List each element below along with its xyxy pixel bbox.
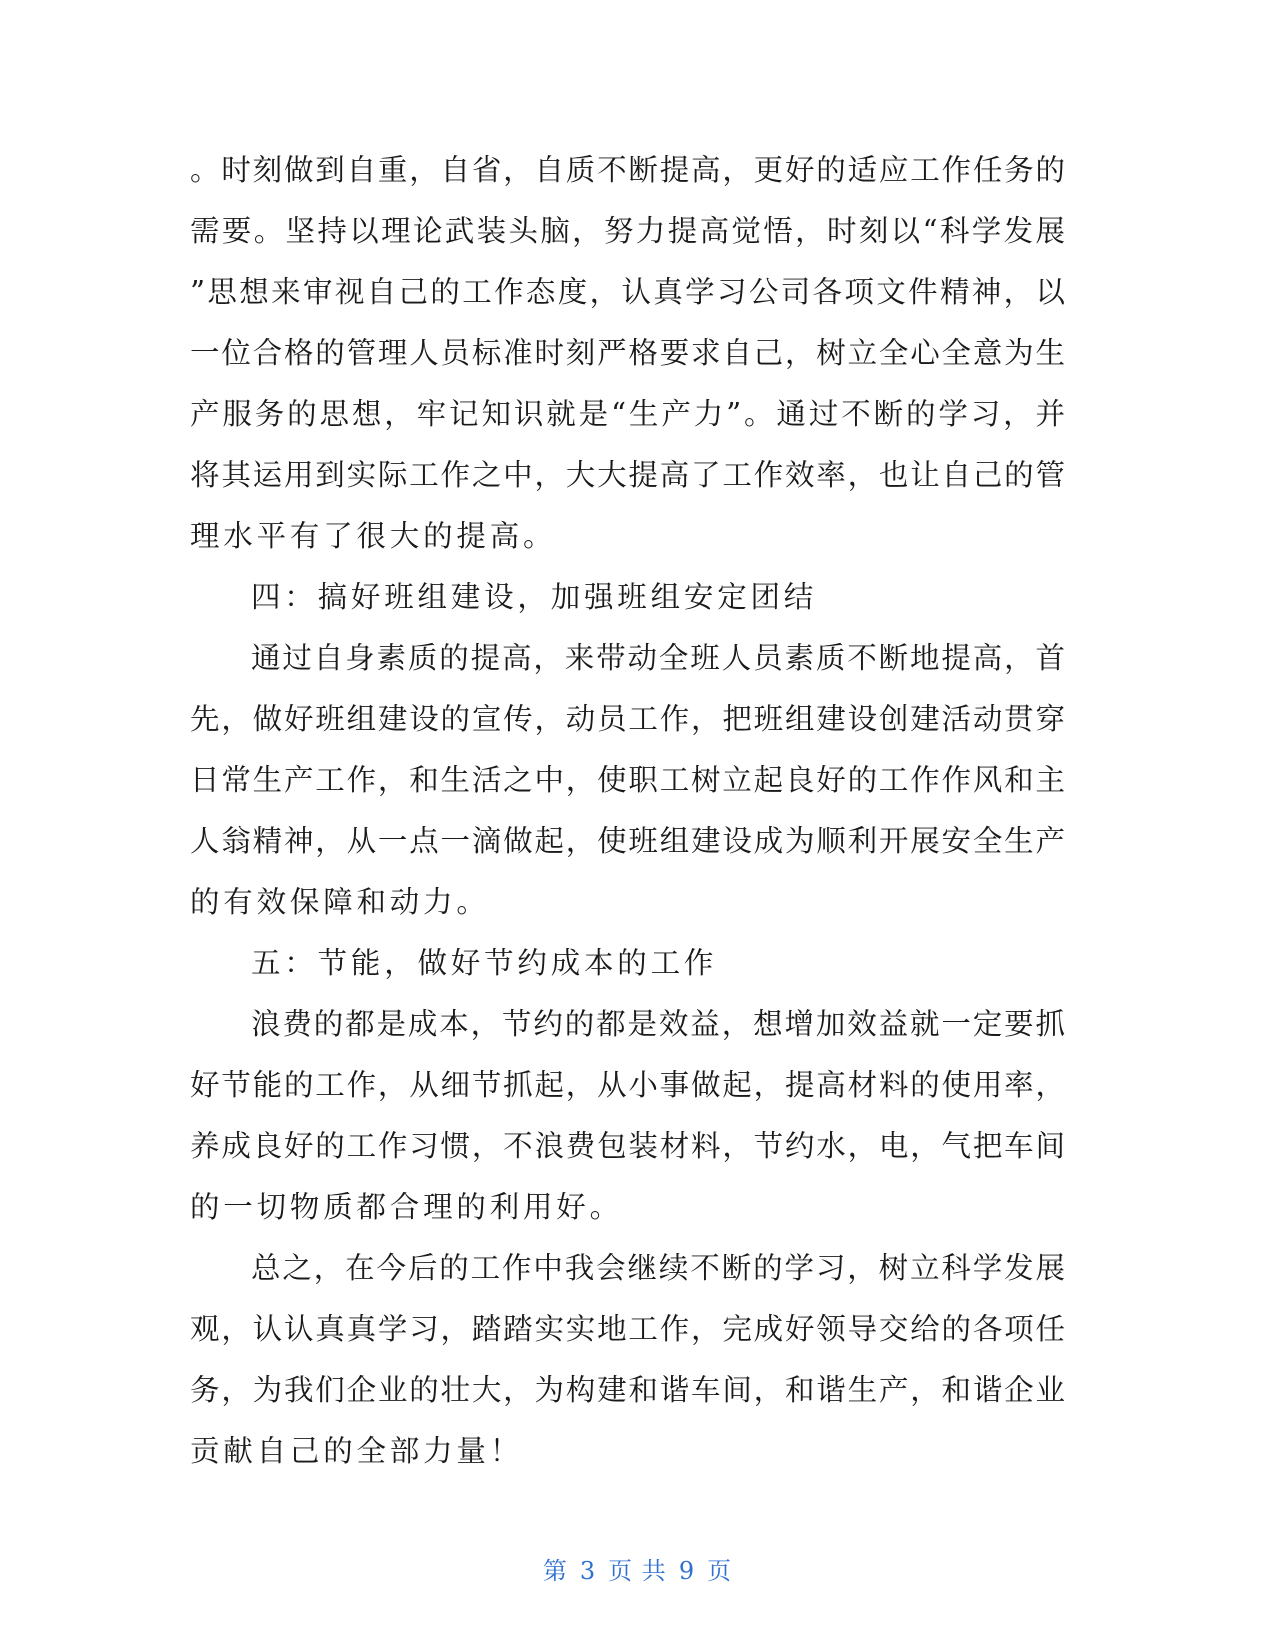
text-line: 养成良好的工作习惯，不浪费包装材料，节约水，电，气把车间 xyxy=(190,1129,1065,1163)
text-line: 贡献自己的全部力量！ xyxy=(190,1434,524,1468)
text-line: 五：节能，做好节约成本的工作 xyxy=(251,946,718,980)
text-line: 先，做好班组建设的宣传，动员工作，把班组建设创建活动贯穿 xyxy=(190,702,1065,736)
footer-middle: 页 共 xyxy=(608,1557,667,1585)
text-line: 观，认认真真学习，踏踏实实地工作，完成好领导交给的各项任 xyxy=(190,1312,1065,1346)
text-line: 好节能的工作，从细节抓起，从小事做起，提高材料的使用率， xyxy=(190,1068,1065,1102)
text-line: 日常生产工作，和生活之中，使职工树立起良好的工作作风和主 xyxy=(190,763,1065,797)
text-line: 人翁精神，从一点一滴做起，使班组建设成为顺利开展安全生产 xyxy=(190,824,1065,858)
footer-suffix: 页 xyxy=(707,1557,733,1585)
text-line: 将其运用到实际工作之中，大大提高了工作效率，也让自己的管 xyxy=(190,458,1065,492)
text-line: 的一切物质都合理的利用好。 xyxy=(190,1190,623,1224)
text-line: 产服务的思想，牢记知识就是“生产力”。通过不断的学习，并 xyxy=(190,397,1065,431)
text-line: 四：搞好班组建设，加强班组安定团结 xyxy=(251,580,818,614)
text-line: 总之，在今后的工作中我会继续不断的学习，树立科学发展 xyxy=(251,1251,1065,1285)
text-line: 。时刻做到自重，自省，自质不断提高，更好的适应工作任务的 xyxy=(190,153,1065,187)
text-line: ”思想来审视自己的工作态度，认真学习公司各项文件精神，以 xyxy=(190,275,1065,309)
text-line: 的有效保障和动力。 xyxy=(190,885,490,919)
footer-prefix: 第 xyxy=(542,1557,568,1585)
page-footer xyxy=(0,1551,1275,1586)
text-line: 理水平有了很大的提高。 xyxy=(190,519,557,553)
footer-current-page: 3 xyxy=(579,1557,597,1585)
footer-total-pages: 9 xyxy=(678,1557,696,1585)
text-line: 浪费的都是成本，节约的都是效益，想增加效益就一定要抓 xyxy=(251,1007,1065,1041)
text-line: 一位合格的管理人员标准时刻严格要求自己，树立全心全意为生 xyxy=(190,336,1065,370)
text-line: 通过自身素质的提高，来带动全班人员素质不断地提高，首 xyxy=(251,641,1065,675)
text-line: 务，为我们企业的壮大，为构建和谐车间，和谐生产，和谐企业 xyxy=(190,1373,1065,1407)
text-line: 需要。坚持以理论武装头脑，努力提高觉悟，时刻以“科学发展 xyxy=(190,214,1065,248)
document-body xyxy=(190,140,1065,1482)
